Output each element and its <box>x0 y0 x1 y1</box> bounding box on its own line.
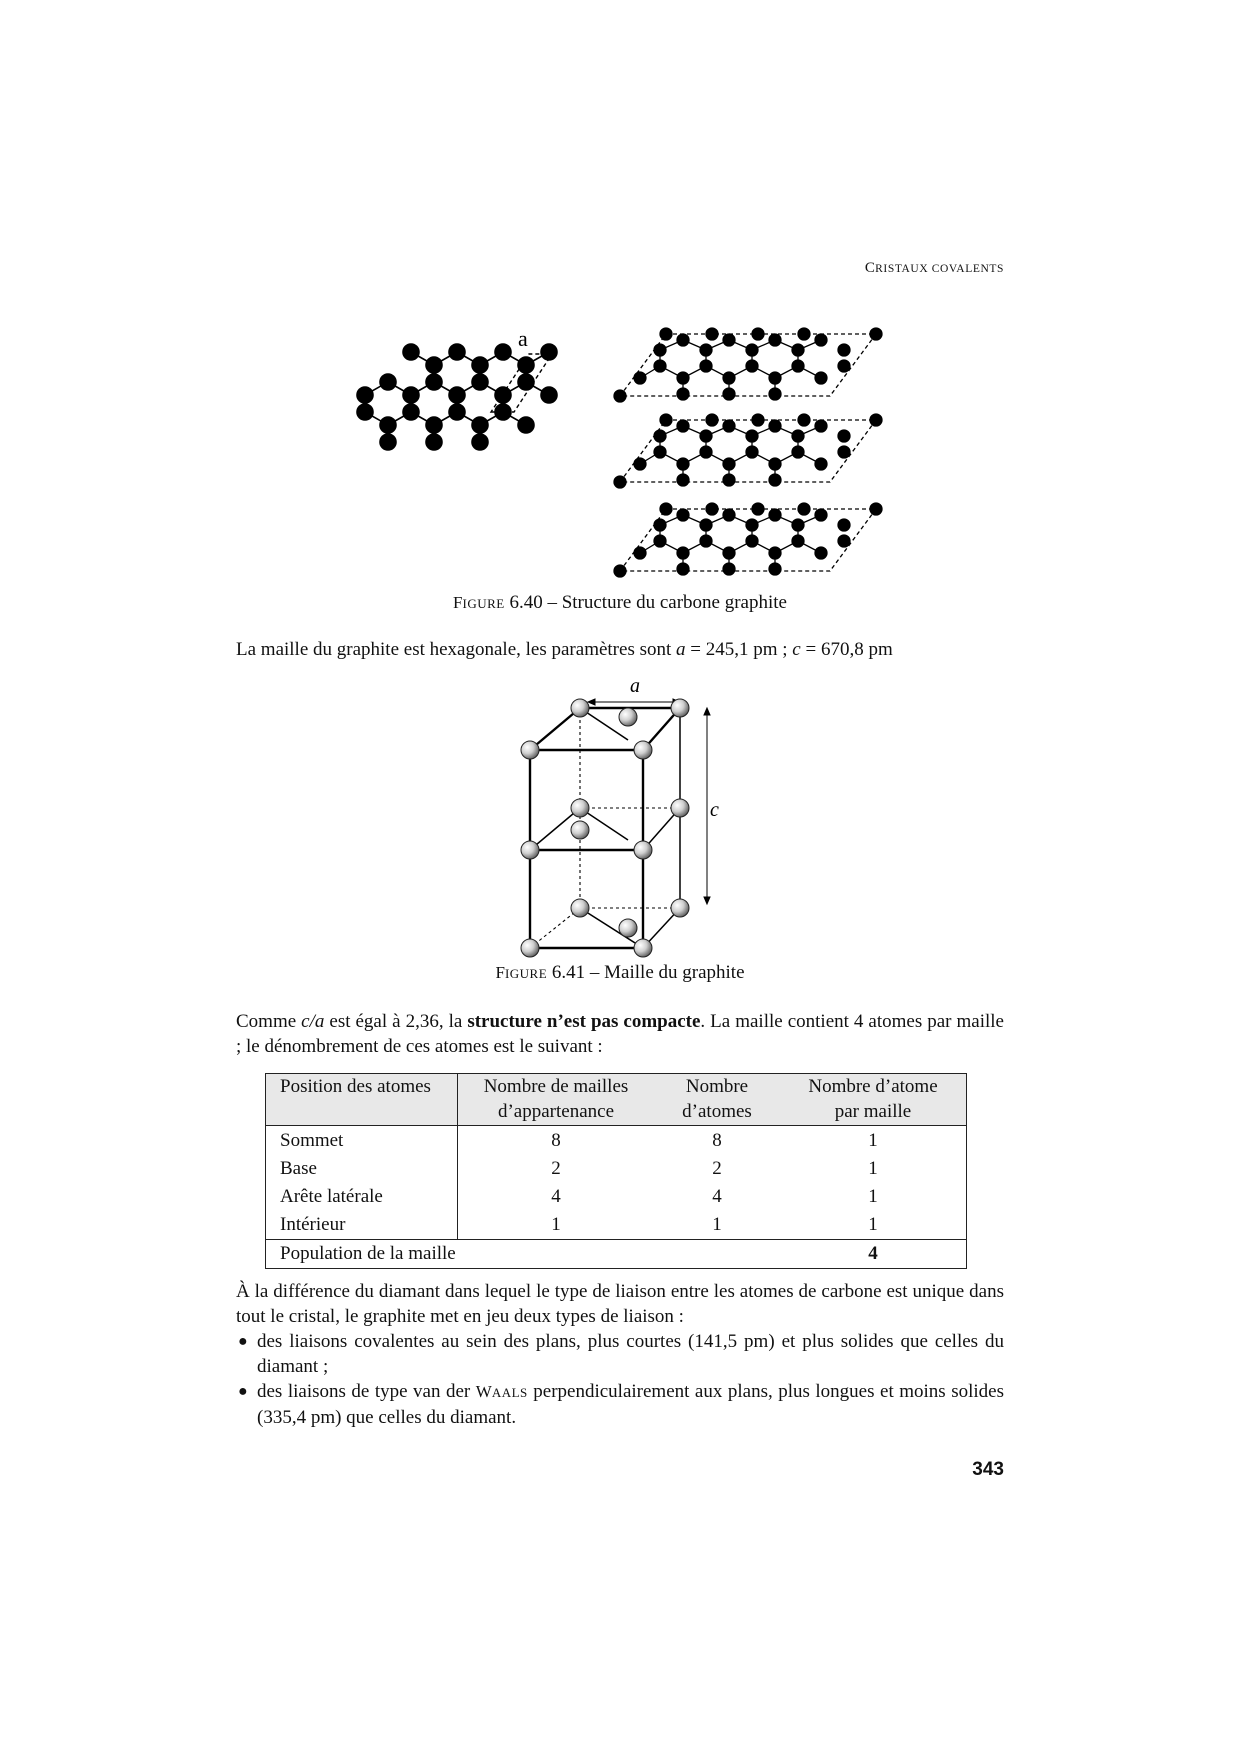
cell-par-maille: 1 <box>868 1158 878 1179</box>
unit-cell-hidden-edges <box>530 708 680 948</box>
list-item: ● des liaisons de type van der WAALS perpendiculairement aux plans, plus longues et moins solides (335,4 pm) que celles du diamant. <box>238 1381 1004 1428</box>
figure-6-40-caption: FIGURE 6.40 – Structure du carbone graphite <box>453 592 787 613</box>
figure-6-40-graphite-structure <box>340 318 900 590</box>
bond-types-list <box>236 1329 1004 1430</box>
table-row <box>266 1211 967 1240</box>
list-item: ● des liaisons covalentes au sein des plans, plus courtes (141,5 pm) et plus solides que celles du diamant ; <box>238 1331 1004 1377</box>
dimension-c-label: c <box>710 799 719 821</box>
population-value: 4 <box>780 1240 967 1269</box>
header-mailles: Nombre de mailles d’appartenance <box>458 1074 655 1126</box>
paragraph-bond-types: À la différence du diamant dans lequel le type de liaison entre les atomes de carbone est unique dans tout le cristal, le graphite met en jeu deux types de liaison : <box>236 1281 1004 1327</box>
cell-atomes: 4 <box>712 1186 722 1207</box>
cell-position: Sommet <box>266 1126 458 1156</box>
graphite-layer-top <box>614 328 882 402</box>
header-atomes: Nombre d’atomes <box>654 1074 780 1126</box>
header-par-maille: Nombre d’atome par maille <box>780 1074 967 1126</box>
cell-mailles: 2 <box>551 1158 561 1179</box>
cell-mailles: 8 <box>551 1130 561 1151</box>
dimension-arrows <box>588 699 710 904</box>
table-row <box>266 1126 967 1156</box>
cell-par-maille: 1 <box>868 1130 878 1151</box>
cell-position: Base <box>266 1155 458 1183</box>
paragraph-compactness: Comme c/a est égal à 2,36, la structure n’est pas compacte. La maille contient 4 atomes par maille ; le dénombrement de ces atomes est le suivant : <box>236 1011 1004 1057</box>
cell-atomes: 8 <box>712 1130 722 1151</box>
running-head: CRISTAUX COVALENTS <box>864 260 1004 276</box>
atom-count-table <box>265 1073 967 1269</box>
cell-par-maille: 1 <box>868 1186 878 1207</box>
header-position: Position des atomes <box>266 1074 458 1126</box>
dimension-a-label: a <box>630 675 640 697</box>
table-row <box>266 1155 967 1183</box>
cell-position: Intérieur <box>266 1211 458 1240</box>
paragraph-lattice-parameters: La maille du graphite est hexagonale, les paramètres sont a = 245,1 pm ; c = 670,8 pm <box>236 639 893 660</box>
lattice-parameter-a-label: a <box>518 326 528 351</box>
cell-atomes: 1 <box>712 1214 722 1235</box>
graphite-single-layer <box>357 344 557 450</box>
table-header-row <box>266 1074 967 1126</box>
table-footer-row <box>266 1240 967 1269</box>
page-number: 343 <box>972 1459 1004 1480</box>
unit-cell-thin-edges <box>530 708 680 948</box>
cell-atomes: 2 <box>712 1158 722 1179</box>
graphite-layer-middle <box>614 414 882 488</box>
figure-6-41-caption: FIGURE 6.41 – Maille du graphite <box>495 962 745 983</box>
bullet-icon: ● <box>238 1383 248 1400</box>
unit-cell-edges <box>530 708 680 948</box>
graphite-layer-bottom <box>614 503 882 577</box>
population-label: Population de la maille <box>266 1240 781 1269</box>
cell-par-maille: 1 <box>868 1214 878 1235</box>
graphite-layer-stack <box>614 328 882 577</box>
figure-6-41-graphite-unit-cell <box>500 668 740 958</box>
cell-mailles: 1 <box>551 1214 561 1235</box>
bullet-icon: ● <box>238 1333 248 1350</box>
table-row <box>266 1183 967 1211</box>
cell-mailles: 4 <box>551 1186 561 1207</box>
cell-position: Arête latérale <box>266 1183 458 1211</box>
